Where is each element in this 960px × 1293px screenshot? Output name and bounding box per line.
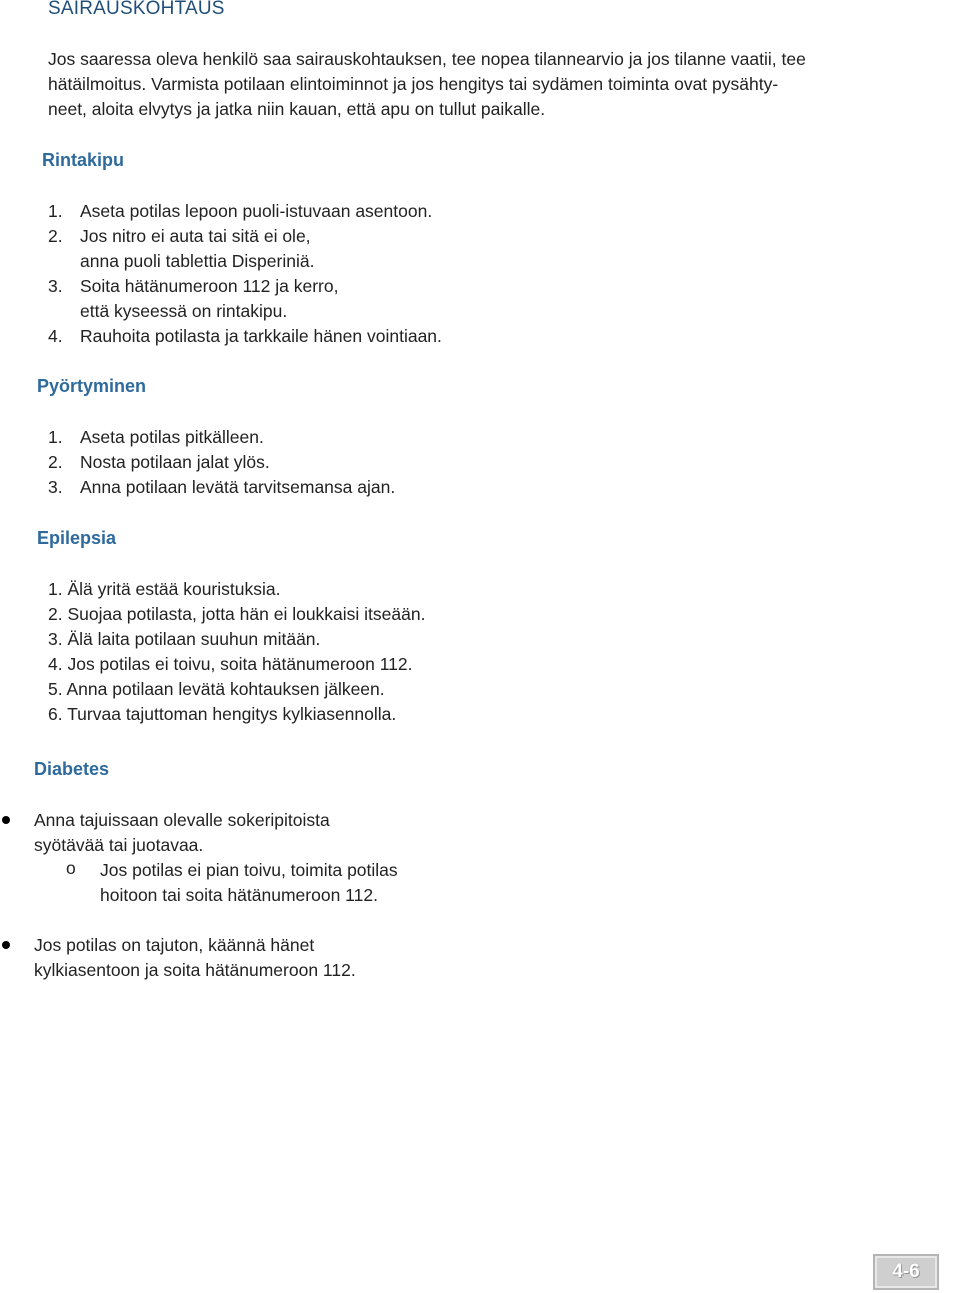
bullet-item-text: Anna tajuissaan olevalle sokeripitoista bbox=[34, 810, 330, 830]
list-item bbox=[48, 324, 442, 349]
intro-line: Jos saaressa oleva henkilö saa sairauskohtauksen, tee nopea tilannearvio ja jos tilanne vaatii, tee bbox=[48, 49, 806, 69]
list-item: 1. Älä yritä estää kouristuksia. bbox=[48, 579, 281, 599]
page-number-badge bbox=[873, 1254, 939, 1290]
bullet-icon bbox=[2, 941, 10, 949]
item-text: Anna potilaan levätä tarvitsemansa ajan. bbox=[80, 477, 396, 497]
section-heading-diabetes: Diabetes bbox=[34, 759, 110, 779]
list-item bbox=[48, 475, 395, 500]
item-text: Rauhoita potilasta ja tarkkaile hänen vointiaan. bbox=[80, 326, 442, 346]
page-number: 4-6 bbox=[892, 1261, 920, 1282]
section-heading-pyortyminen: Pyörtyminen bbox=[37, 376, 147, 396]
list-item bbox=[48, 450, 270, 475]
item-text: Jos nitro ei auta tai sitä ei ole, bbox=[80, 226, 311, 246]
item-number: 3. bbox=[48, 477, 63, 497]
list-item: 6. Turvaa tajuttoman hengitys kylkiasennolla. bbox=[48, 704, 397, 724]
item-number: 2. bbox=[48, 452, 63, 472]
item-number: 3. bbox=[48, 276, 63, 296]
item-text: Soita hätänumeroon 112 ja kerro, bbox=[80, 276, 339, 296]
intro-line: neet, aloita elvytys ja jatka niin kauan, että apu on tullut paikalle. bbox=[48, 99, 546, 119]
list-item: 4. Jos potilas ei toivu, soita hätänumeroon 112. bbox=[48, 654, 413, 674]
item-number: 2. bbox=[48, 226, 63, 246]
list-item bbox=[48, 224, 311, 249]
intro-paragraph bbox=[48, 47, 908, 122]
page-title: SAIRAUSKOHTAUS bbox=[48, 0, 225, 19]
sub-bullet-text: hoitoon tai soita hätänumeroon 112. bbox=[100, 885, 378, 905]
item-number: 1. bbox=[48, 201, 63, 221]
circle-bullet-icon: o bbox=[66, 858, 76, 878]
intro-line: hätäilmoitus. Varmista potilaan elintoiminnot ja jos hengitys tai sydämen toiminta ovat pysähty- bbox=[48, 74, 779, 94]
bullet-item-text: Jos potilas on tajuton, käännä hänet bbox=[34, 935, 315, 955]
list-item: 3. Älä laita potilaan suuhun mitään. bbox=[48, 629, 321, 649]
item-text-continuation: että kyseessä on rintakipu. bbox=[80, 301, 288, 321]
item-text-continuation: anna puoli tablettia Disperiniä. bbox=[80, 251, 315, 271]
sub-bullet-text: Jos potilas ei pian toivu, toimita potilas bbox=[100, 860, 398, 880]
list-item bbox=[48, 199, 432, 224]
item-number: 4. bbox=[48, 326, 63, 346]
bullet-item-text: syötävää tai juotavaa. bbox=[34, 835, 204, 855]
list-item: 2. Suojaa potilasta, jotta hän ei loukkaisi itseään. bbox=[48, 604, 426, 624]
section-heading-epilepsia: Epilepsia bbox=[37, 528, 117, 548]
item-text: Aseta potilas pitkälleen. bbox=[80, 427, 264, 447]
item-text: Aseta potilas lepoon puoli-istuvaan asentoon. bbox=[80, 201, 433, 221]
list-item bbox=[48, 274, 338, 299]
item-text: Nosta potilaan jalat ylös. bbox=[80, 452, 270, 472]
list-item bbox=[48, 425, 264, 450]
section-heading-rintakipu: Rintakipu bbox=[42, 150, 125, 170]
list-item: 5. Anna potilaan levätä kohtauksen jälkeen. bbox=[48, 679, 385, 699]
bullet-icon bbox=[2, 816, 10, 824]
bullet-item-text: kylkiasentoon ja soita hätänumeroon 112. bbox=[34, 960, 356, 980]
item-number: 1. bbox=[48, 427, 63, 447]
